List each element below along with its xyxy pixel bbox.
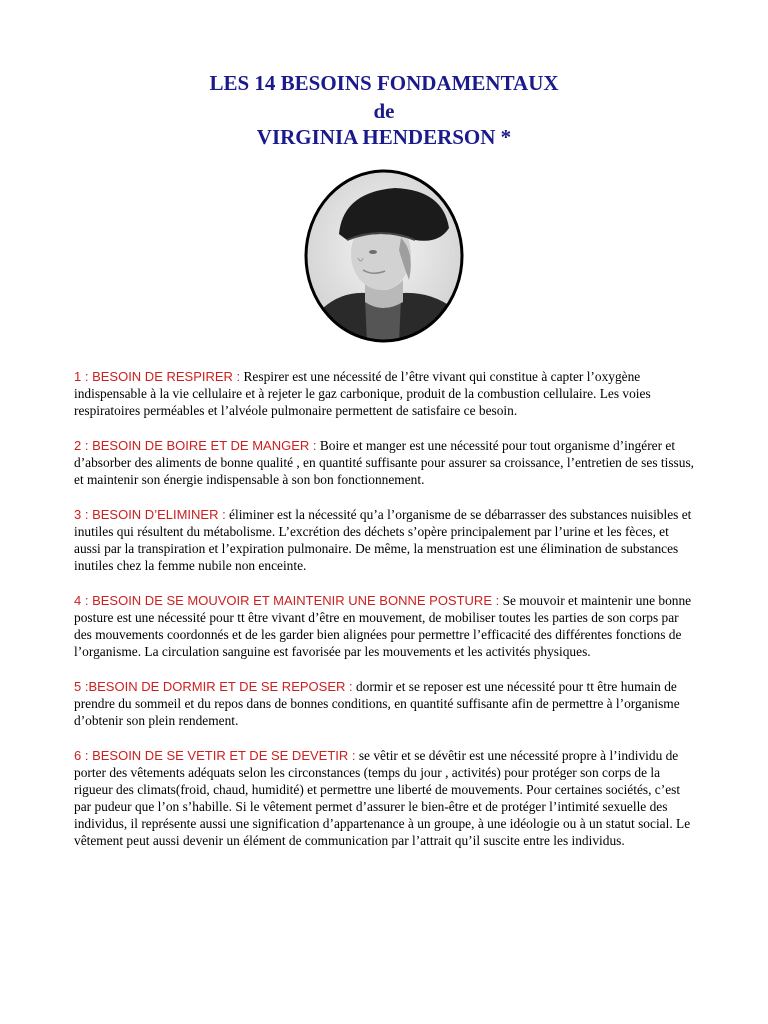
page-title: LES 14 BESOINS FONDAMENTAUX: [209, 71, 559, 95]
besoin-heading: 3 : BESOIN D’ELIMINER :: [74, 507, 226, 522]
besoins-list: [74, 368, 698, 867]
besoin-heading: 2 : BESOIN DE BOIRE ET DE MANGER :: [74, 438, 317, 453]
besoin-item: [74, 506, 698, 574]
besoin-item: [74, 592, 698, 660]
besoin-text: Se mouvoir et maintenir une bonne posture est une nécessité pour tt être vivant d’être en mouvement, de mobiliser toutes les parties de son corps par des mouvements coordonnés et de les garder bien alignées pour permettre l’efficacité des différentes fonctions de l’organisme. La circulation sanguine est favorisée par les mouvements et les activités physiques.: [74, 593, 692, 659]
besoin-item: [74, 747, 698, 849]
page-subtitle: VIRGINIA HENDERSON *: [256, 125, 512, 149]
besoin-text: se vêtir et se dévêtir est une nécessité propre à l’individu de porter des vêtements adéquats selon les circonstances (temps du jour , activités) pour protéger son corps de la rigueur des climats(froid, chaud, humidité) et permettre une liberté de mouvements. Pour certaines sociétés, c’est par pudeur que l’on s’habille. Si le vêtement permet d’assurer le bien-être et de protéger l’intimité sexuelle des individus, il représente aussi une signification d’appartenance à un groupe, à une idéologie ou à un statut social. Le vêtement peut aussi devenir un élément de communication par l’attrait qu’il suscite entre les individus.: [74, 748, 691, 848]
besoin-text: dormir et se reposer est une nécessité pour tt être humain de prendre du sommeil et du repos dans de bonnes conditions, en quantité suffisante afin de permettre à l’organisme d’obtenir son plein rendement.: [74, 679, 680, 728]
besoin-item: [74, 368, 698, 419]
besoin-heading: 6 : BESOIN DE SE VETIR ET DE SE DEVETIR :: [74, 748, 356, 763]
besoin-heading: 1 : BESOIN DE RESPIRER :: [74, 369, 241, 384]
besoin-item: [74, 437, 698, 488]
title-connector: de: [373, 99, 395, 123]
portrait-photo-icon: [303, 168, 465, 344]
besoin-text: Respirer est une nécessité de l’être vivant qui constitue à capter l’oxygène indispensable à la vie cellulaire et à rejeter le gaz carbonique, produit de la combustion cellulaire. Les voies respiratoires perméables et l’alvéole pulmonaire permettent de satisfaire ce besoin.: [74, 369, 651, 418]
besoin-text: éliminer est la nécessité qu’a l’organisme de se débarrasser des substances nuisibles et inutiles qui résultent du métabolisme. L’excrétion des déchets s’opère principalement par l’urine et les fèces, et aussi par la transpiration et l’expiration pulmonaire. De même, la menstruation est une élimination de substances inutiles chez la femme nubile non enceinte.: [74, 507, 692, 573]
besoin-heading: 4 : BESOIN DE SE MOUVOIR ET MAINTENIR UNE BONNE POSTURE :: [74, 593, 500, 608]
besoin-item: [74, 678, 698, 729]
besoin-heading: 5 :BESOIN DE DORMIR ET DE SE REPOSER :: [74, 679, 353, 694]
besoin-text: Boire et manger est une nécessité pour tout organisme d’ingérer et d’absorber des aliments de bonne qualité , en quantité suffisante pour assurer sa croissance, l’entretien de ses tissus, et maintenir son énergie indispensable à son bon fonctionnement.: [74, 438, 695, 487]
